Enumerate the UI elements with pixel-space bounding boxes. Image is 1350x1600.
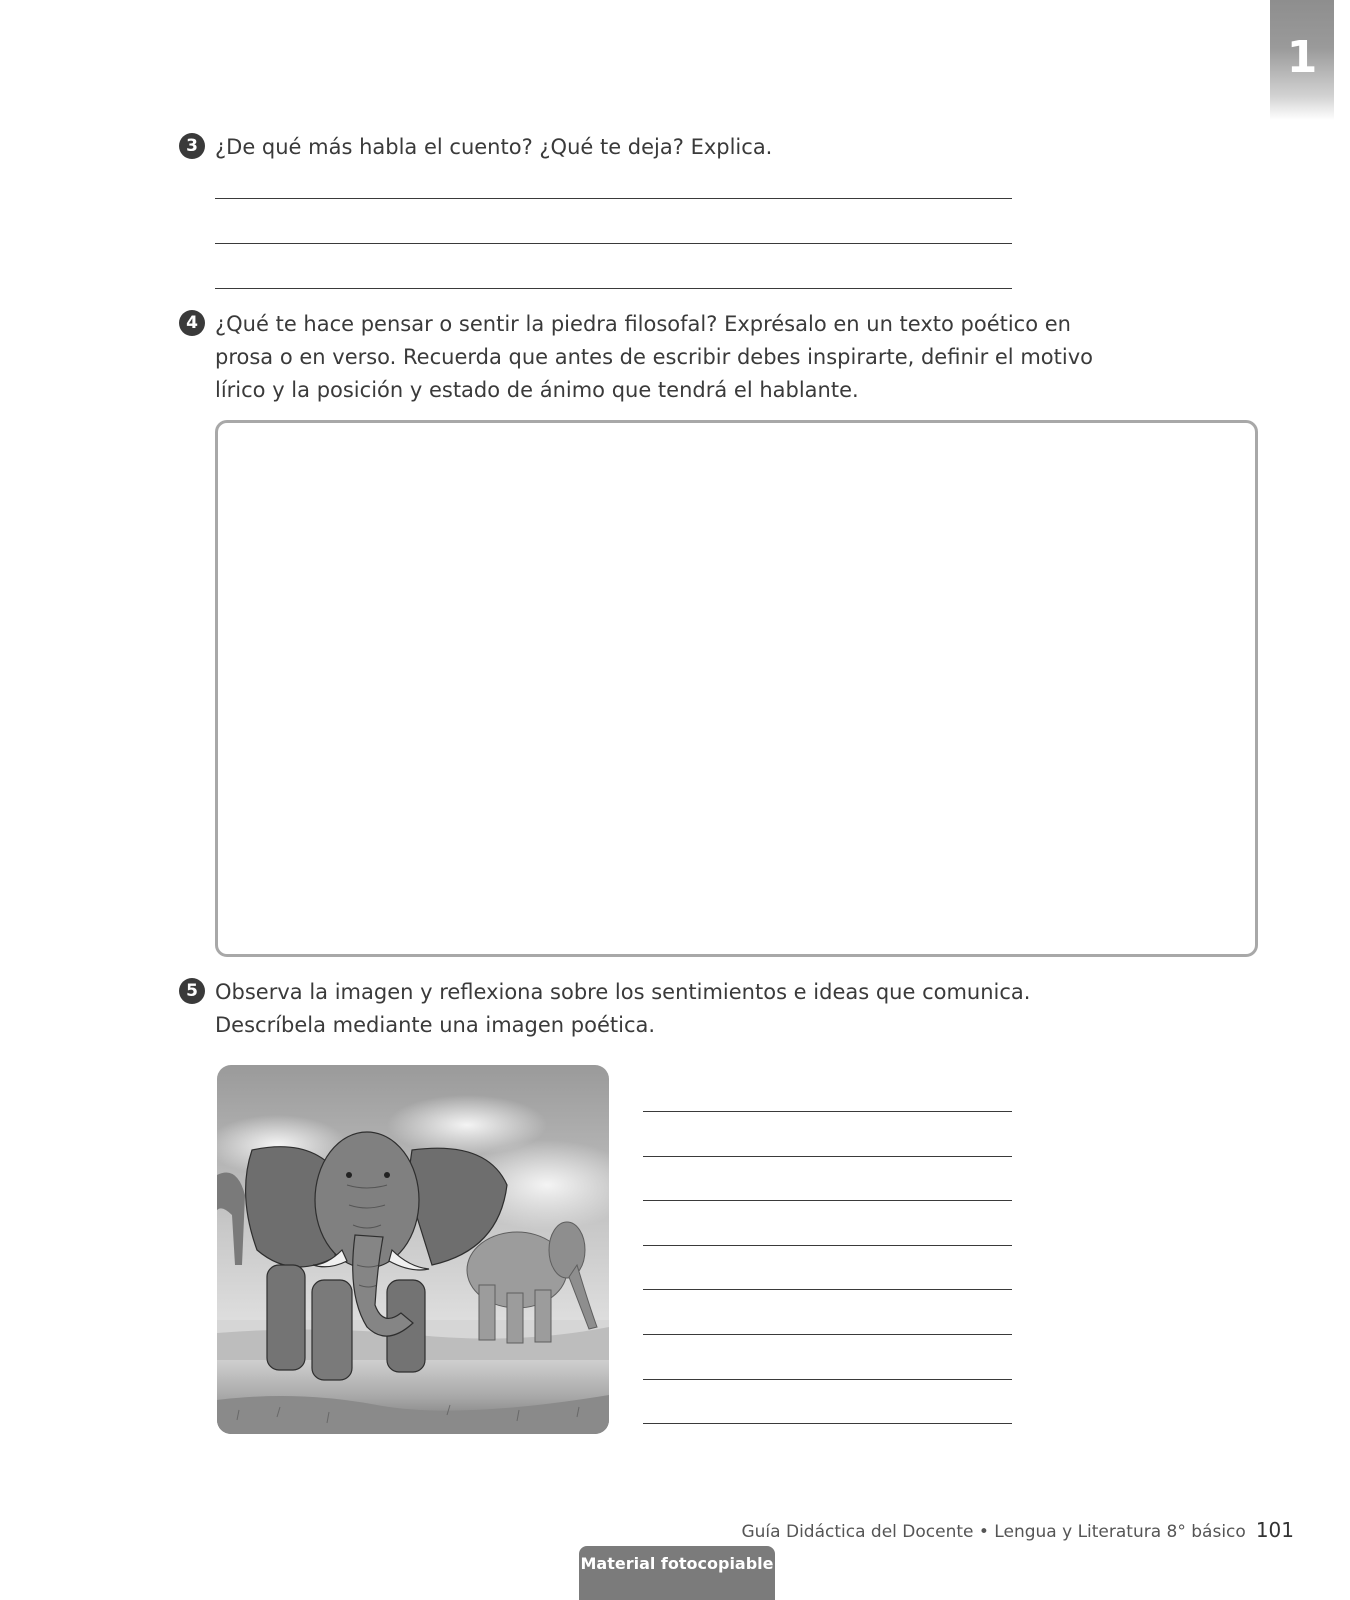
activity-prompt [215, 976, 1031, 1042]
prompt-line: ¿Qué te hace pensar o sentir la piedra filosofal? Exprésalo en un texto poético en [215, 312, 1071, 336]
activity-number-badge: 3 [179, 133, 205, 159]
answer-line[interactable] [643, 1111, 1012, 1112]
activity-prompt [215, 308, 1093, 407]
footer-guide-text: Guía Didáctica del Docente • Lengua y Literatura 8° básico [741, 1522, 1246, 1542]
photocopiable-tab: Material fotocopiable [579, 1546, 775, 1600]
page-number: 101 [1255, 1518, 1294, 1542]
answer-line[interactable] [215, 243, 1012, 244]
answer-line[interactable] [215, 198, 1012, 199]
answer-line[interactable] [643, 1200, 1012, 1201]
prompt-line: Observa la imagen y reflexiona sobre los sentimientos e ideas que comunica. [215, 980, 1031, 1004]
poem-answer-box[interactable] [215, 420, 1258, 957]
answer-line[interactable] [643, 1334, 1012, 1335]
activity-number-badge: 5 [179, 978, 205, 1004]
unit-number-tab: 1 [1270, 0, 1334, 120]
answer-line[interactable] [643, 1379, 1012, 1380]
elephants-painting [217, 1065, 609, 1434]
prompt-line: Descríbela mediante una imagen poética. [215, 1013, 656, 1037]
prompt-line: lírico y la posición y estado de ánimo que tendrá el hablante. [215, 378, 859, 402]
activity-number-badge: 4 [179, 310, 205, 336]
answer-line[interactable] [643, 1156, 1012, 1157]
footer [741, 1518, 1294, 1542]
answer-line[interactable] [215, 288, 1012, 289]
prompt-line: ¿De qué más habla el cuento? ¿Qué te deja? Explica. [215, 135, 773, 159]
activity-prompt [215, 131, 1015, 164]
prompt-line: prosa o en verso. Recuerda que antes de escribir debes inspirarte, definir el motivo [215, 345, 1093, 369]
answer-line[interactable] [643, 1245, 1012, 1246]
answer-line[interactable] [643, 1423, 1012, 1424]
answer-line[interactable] [643, 1289, 1012, 1290]
